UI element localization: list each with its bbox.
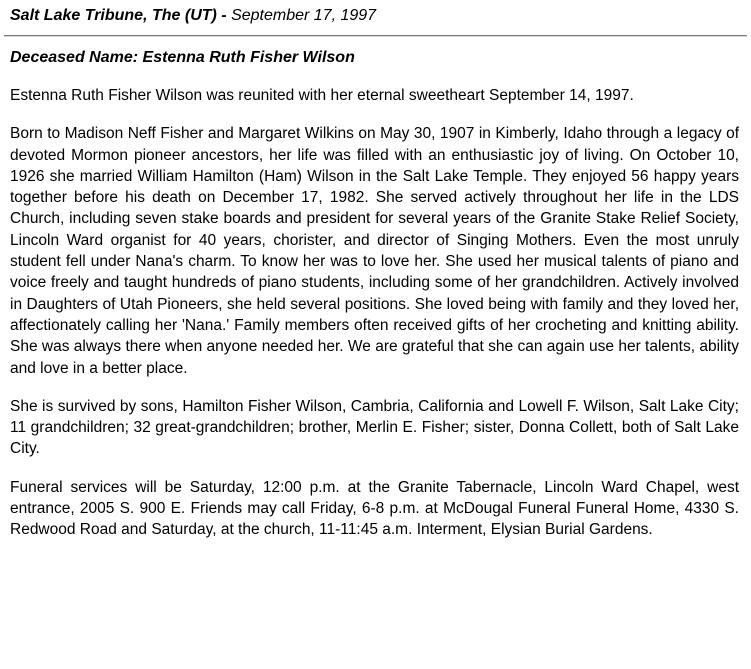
deceased-name: Deceased Name: Estenna Ruth Fisher Wilson [10, 49, 355, 66]
obituary-paragraph-intro: Estenna Ruth Fisher Wilson was reunited with her eternal sweetheart September 14, 1997. [10, 87, 634, 104]
publication-header [10, 0, 739, 26]
publication-date: September 17, 1997 [231, 7, 377, 24]
obituary-paragraph-services: Funeral services will be Saturday, 12:00 p.m. at the Granite Tabernacle, Lincoln Ward Chapel, west entrance, 2005 S. 900 E. Friends may call Friday, 6-8 p.m. at McDougal Funeral Funeral Home, 4330 S. Redwood Road and Saturday, at the church, 11-11:45 a.m. Interment, Elysian Burial Gardens. [10, 478, 739, 539]
obituary-paragraph-survivors: She is survived by sons, Hamilton Fisher Wilson, Cambria, California and Lowell F. Wilson, Salt Lake City; 11 grandchildren; 32 great-grandchildren; brother, Merlin E. Fisher; sister, Donna Collett, both of Salt Lake City. [10, 397, 739, 458]
header-divider [4, 35, 747, 37]
header-separator: - [216, 7, 232, 24]
obituary-paragraph-biography: Born to Madison Neff Fisher and Margaret Wilkins on May 30, 1907 in Kimberly, Idaho through a legacy of devoted Mormon pioneer ancestors, her life was filled with an enthusiastic joy of living. On October 10, 1926 she married William Hamilton (Ham) Wilson in the Salt Lake Temple. They enjoyed 56 happy years together before his death on December 17, 1982. She served actively throughout her life in the LDS Church, including seven stake boards and president for several years of the Granite Stake Relief Society, Lincoln Ward organist for 40 years, chorister, and director of Singing Mothers. Even the most unruly student fell under Nana's charm. To know her was to love her. She used her musical talents of piano and voice freely and taught hundreds of piano students, including some of her grandchildren. Actively involved in Daughters of Utah Pioneers, she held several positions. She loved being with family and they loved her, affectionately calling her 'Nana.' Family members often received gifts of her crocheting and knitting ability. She was always there when anyone needed her. We are grateful that she can again use her talents, ability and love in a better place. [10, 125, 739, 377]
publication-name: Salt Lake Tribune, The (UT) [10, 7, 217, 24]
